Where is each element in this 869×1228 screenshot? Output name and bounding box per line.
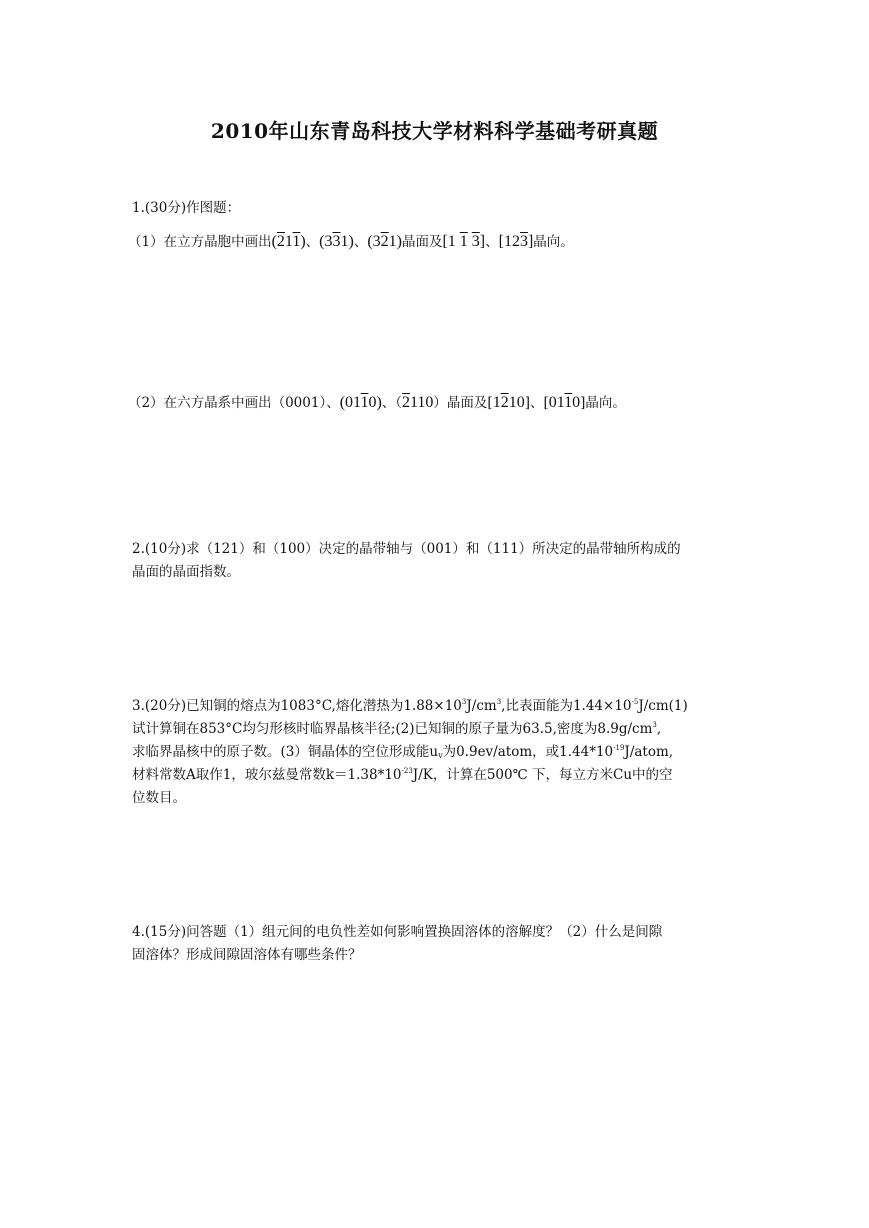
q3-text: J/cm <box>466 698 497 714</box>
q3-text: J/cm(1) <box>638 698 688 714</box>
q1-part1-prefix: （1）在立方晶胞中画出 <box>128 234 272 250</box>
page-title: 2010年山东青岛科技大学材料科学基础考研真题 <box>210 119 659 143</box>
q3-text: 为0.9ev/atom，或1.44*10 <box>442 744 614 760</box>
q3-text: 求临界晶核中的原子数。(3）铜晶体的空位形成能u <box>132 744 439 760</box>
q3-line-3 <box>132 741 742 764</box>
exponent: -19 <box>613 744 625 752</box>
q3-text: 材料常数A取作1，玻尔兹曼常数k＝1.38*10 <box>132 767 402 783</box>
plane-index-2: (331) <box>319 233 354 250</box>
q3-line-4 <box>132 764 742 787</box>
q1-part2-close: ）晶面及[ <box>433 395 493 411</box>
q3-text: 3.(20分)已知铜的熔点为1083°C,熔化潜热为1.88×10 <box>132 698 462 714</box>
direction-index-2: [123] <box>498 233 534 250</box>
separator: 、 <box>353 234 368 250</box>
q3-text: J/K，计算在500℃ 下，每立方米Cu中的空 <box>412 767 673 783</box>
q3-text: , <box>656 721 662 737</box>
q3-line-2 <box>132 718 742 741</box>
direction-index-1: [1 1 3] <box>442 233 486 250</box>
q2-line-1: 2.(10分)求（121）和（100）决定的晶带轴与（001）和（111）所决定的晶带轴所构成的 <box>132 541 681 557</box>
hex-direction-index-1: 1210 <box>492 394 525 411</box>
q4-line-2: 固溶体？形成间隙固溶体有哪些条件？ <box>132 947 362 963</box>
q3-line-1 <box>132 695 742 718</box>
separator: 、 <box>305 234 320 250</box>
q1-part2 <box>128 391 738 415</box>
paren-open: （ <box>395 395 403 411</box>
exponent: -23 <box>401 767 413 775</box>
hex-direction-index-2: 0110 <box>548 394 581 411</box>
q1-part1 <box>128 230 738 254</box>
q3-text: 试计算铜在853°C均匀形核时临界晶核半径;(2)已知铜的原子量为63.5,密度为8.9g/cm <box>132 721 653 737</box>
hex-plane-index-2: 2110 <box>402 394 434 411</box>
q3-text: ,比表面能为1.44×10 <box>501 698 632 714</box>
q2-line-2: 晶面的晶面指数。 <box>132 564 240 580</box>
q1-header: 1.(30分)作图题： <box>132 200 241 216</box>
hex-plane-index-1: (0110) <box>339 394 382 411</box>
q3-text: J/atom, <box>624 744 674 760</box>
plane-index-1: (211) <box>271 233 306 250</box>
exponent: 3 <box>496 698 502 706</box>
q3-line-5: 位数目。 <box>132 790 186 806</box>
subscript: v <box>438 751 443 760</box>
plane-index-3: (321) <box>367 233 402 250</box>
q1-part1-mid: 晶面及 <box>401 234 443 250</box>
separator: ]、[ <box>524 395 549 411</box>
q1-part2-prefix: （2）在六方晶系中画出（0001）、 <box>128 395 340 411</box>
separator: 、 <box>485 234 499 250</box>
q1-part1-suffix: 晶向。 <box>533 234 574 250</box>
exponent: 3 <box>461 698 467 706</box>
q1-part2-suffix: ]晶向。 <box>580 395 626 411</box>
exponent: 3 <box>652 721 657 729</box>
exponent: -5 <box>631 698 639 706</box>
q4-line-1: 4.(15分)问答题（1）组元间的电负性差如何影响置换固溶体的溶解度？（2）什么是间隙 <box>132 924 663 940</box>
separator: 、 <box>381 395 396 411</box>
